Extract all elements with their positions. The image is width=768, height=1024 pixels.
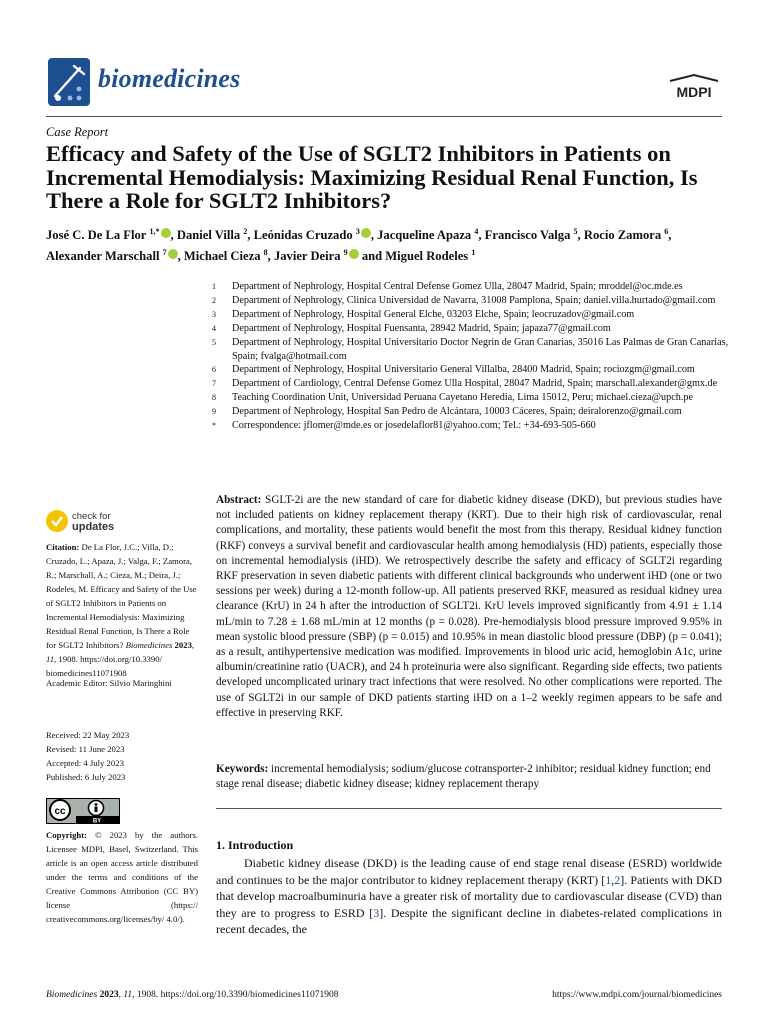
reference-link[interactable]: 1 [605, 872, 612, 887]
affiliation-text: Department of Nephrology, Hospital Central Defense Gomez Ulla, 28047 Madrid, Spain; mroddel@oc.mde.es [232, 281, 683, 292]
footer-volume: 11 [123, 990, 133, 1000]
author-affiliation-number: 1,* [149, 227, 160, 236]
abstract [216, 493, 722, 721]
affiliation-item [212, 322, 732, 336]
academic-editor: Academic Editor: Silvio Maringhini [46, 678, 172, 688]
affiliation-item [212, 294, 732, 308]
intro-text-1: Diabetic kidney disease (DKD) is the leading cause of end stage renal disease (ESRD) worldwide and continues to be the major contributor to kidney replacement therapy (KRT) [ [216, 856, 722, 887]
copyright-text: © 2023 by the authors. Licensee MDPI, Basel, Switzerland. This article is an open access article distributed under the terms and conditions of the Creative Commons Attribution (CC BY) license (https:// creativecommons.org/licenses/by/ 4.0/). [46, 830, 199, 924]
updates-label: updates [72, 521, 115, 533]
cc-by-license-icon[interactable] [46, 798, 120, 824]
article-type: Case Report [46, 125, 109, 139]
svg-text:cc: cc [54, 806, 66, 817]
author-separator: , [170, 228, 177, 243]
affiliation-text: Department of Nephrology, Hospital San Pedro de Alcántara, 10003 Cáceres, Spain; deiralorenzo@gmail.com [232, 406, 682, 418]
orcid-icon[interactable] [161, 228, 171, 238]
orcid-icon[interactable] [349, 249, 359, 259]
header-rule [46, 116, 722, 117]
author-name: Francisco Valga [484, 228, 571, 243]
author-name: Michael Cieza [183, 249, 261, 264]
orcid-icon[interactable] [361, 228, 371, 238]
copyright-label: Copyright: [46, 830, 88, 840]
author-name: Miguel Rodeles [385, 249, 469, 264]
introduction-paragraph [216, 855, 722, 938]
author-affiliation-number: 5 [573, 227, 578, 236]
affiliation-text: Teaching Coordination Unit, Universidad Peruana Cayetano Heredia, Lima 15012, Peru; michael.cieza@upch.pe [232, 392, 694, 404]
affiliation-item [212, 405, 732, 419]
affiliation-item [212, 336, 732, 364]
author-affiliation-number: 3 [355, 227, 360, 236]
check-for-label: check for [72, 511, 111, 522]
check-for-updates-icon [46, 510, 68, 532]
biomedicines-logo-icon [46, 56, 92, 108]
author-name: Jacqueline Apaza [377, 228, 472, 243]
affiliation-text: Department of Nephrology, Hospital Fuensanta, 28942 Madrid, Spain; japaza77@gmail.com [232, 322, 611, 334]
author-name: Daniel Villa [176, 228, 241, 243]
affiliation-text: Department of Nephrology, Clinica Universidad de Navarra, 31008 Pamplona, Spain; daniel.villa.hurtado@gmail.com [232, 294, 716, 306]
author-affiliation-number: 7 [162, 248, 167, 258]
affiliation-number: 6 [212, 365, 216, 375]
check-for-updates-badge[interactable] [46, 510, 156, 536]
author-separator: , [577, 228, 584, 243]
keywords-label: Keywords: [216, 763, 269, 775]
author-separator: , [370, 228, 378, 243]
citation-volume: 11 [46, 654, 55, 664]
author-separator: , [478, 228, 485, 243]
author-name: José C. De La Flor [46, 228, 147, 243]
affiliation-text: Department of Nephrology, Hospital General Elche, 03203 Elche, Spain; leocruzadov@gmail.com [232, 308, 635, 320]
affiliation-list [212, 280, 732, 433]
affiliation-text: Department of Nephrology, Hospital Universitario General Villalba, 28400 Madrid, Spain; rociozgm@gmail.com [232, 364, 695, 376]
keywords-text: incremental hemodialysis; sodium/glucose cotransporter-2 inhibitor; residual kidney function; end stage renal disease; diabetic kidney disease; kidney replacement therapy [216, 763, 711, 791]
journal-name[interactable]: biomedicines [98, 64, 241, 93]
affiliation-number: 2 [212, 295, 216, 305]
author-name: Javier Deira [273, 249, 341, 264]
reference-link[interactable]: 3 [373, 905, 380, 920]
citation-block: Citation: De La Flor, J.C.; Villa, D.; Cruzado, L.; Apaza, J.; Valga, F.; Zamora, R.; Marschall, A.; Cieza, M.; Deira, J.; Rodeles, M. Efficacy and Safety of the Use of SGLT2 Inhibitors in Patients on Incremental Hemodialysis: Maximizing Residual Renal Function, Is There a Role for SGLT2 Inhibitors? Biomedicines 2023, 11, 1908. https://doi.org/10.3390/ biomedicines11071908 [46, 542, 197, 678]
accepted-date: Accepted: 4 July 2023 [46, 758, 124, 768]
affiliation-item [212, 391, 732, 405]
citation-journal: Biomedicines [125, 640, 173, 650]
affiliation-number: 3 [212, 309, 216, 319]
author-affiliation-number: 6 [664, 227, 669, 236]
citation-doi[interactable]: , 1908. https://doi.org/10.3390/ biomedicines11071908 [46, 654, 163, 678]
affiliation-number: * [212, 421, 216, 431]
author-name: Alexander Marschall [46, 249, 160, 264]
abstract-label: Abstract: [216, 494, 262, 506]
citation-year: 2023 [174, 640, 192, 650]
affiliation-text: Department of Nephrology, Hospital Universitario Doctor Negrin de Gran Canarias, 35016 Las Palmas de Gran Canarias, Spain; fvalga@hotmail.com [232, 336, 729, 362]
author-separator: , [247, 228, 254, 243]
footer-citation: Biomedicines 2023, 11, 1908. https://doi.org/10.3390/biomedicines11071908 [46, 990, 339, 1000]
author-affiliation-number: 9 [343, 248, 348, 258]
intro-text-2: , [611, 872, 615, 887]
author-separator: , [267, 249, 274, 264]
affiliation-item [212, 363, 732, 377]
citation-label: Citation: [46, 542, 80, 552]
cc-by-label: BY [92, 818, 102, 824]
author-separator: and [358, 249, 386, 264]
author-name: Leónidas Cruzado [253, 228, 353, 243]
author-list [46, 223, 736, 265]
author-affiliation-number: 1 [471, 248, 476, 258]
affiliation-item [212, 419, 732, 433]
affiliation-item [212, 308, 732, 322]
footer-journal: Biomedicines [46, 990, 98, 1000]
keywords-rule [216, 808, 722, 809]
author-separator: , [668, 228, 672, 243]
intro-text-3: ]. Patients with DKD that develop macroalbuminuria have a greater risk of mortality due to cardiovascular disease (CVD) than they are to progress to ESRD [ [216, 872, 722, 920]
affiliation-number: 8 [212, 393, 216, 403]
affiliation-number: 5 [212, 337, 216, 347]
affiliation-text: Correspondence: jflomer@mde.es or josedelaflor81@yahoo.com; Tel.: +34-693-505-660 [232, 420, 596, 432]
author-affiliation-number: 8 [263, 248, 268, 258]
affiliation-number: 7 [212, 379, 216, 389]
affiliation-item [212, 280, 732, 294]
affiliation-item [212, 377, 732, 391]
published-date: Published: 6 July 2023 [46, 772, 126, 782]
mdpi-logo-icon[interactable] [664, 73, 724, 103]
mdpi-logo-text: MDPI [676, 84, 712, 100]
author-name: Rocío Zamora [583, 228, 662, 243]
author-affiliation-number: 4 [474, 227, 479, 236]
affiliation-text: Department of Cardiology, Central Defense Gomez Ulla Hospital, 28047 Madrid, Spain; marschall.alexander@gmx.de [232, 378, 718, 390]
abstract-text: SGLT-2i are the new standard of care for diabetic kidney disease (DKD), but previous studies have not included patients on kidney replacement therapy (KRT). Due to their high risk of cardiovascular, renal complications, and mortality, these patients would benefit the most from this therapy. Residual kidney function (RKF) conveys a survival benefit and cardiovascular health among hemodialysis (HD) patients, especially those on incremental hemodialysis (iHD). We retrospectively describe the safety and efficacy of SGLT2i regarding RKF preservation in seven diabetic patients with different clinical backgrounds who underwent iHD (one or two sessions per week) during a 12-month follow-up. All patients preserved RKF, measured as residual kidney urea clearance (KrU) in 24 h after the introduction of SGLT2i. KrU levels improved significantly from 4.91 ± 1.14 mL/min to 7.28 ± 1.68 mL/min at 12 months (p = 0.028). Pre-hemodialysis blood pressure improved 9.95% in mean systolic blood pressure (SBP) (p = 0.015) and 10.95% in mean diastolic blood pressure (DBP) (p = 0.041); as a result, antihypertensive medication was modified. Improvements in blood uric acid, hemoglobin A1c, urine albumin/creatinine ratio (UACR), and 24 h proteinuria were also significant. Regarding side effects, two patients developed uncomplicated urinary tract infections that were resolved. No other complications were reported. The use of SGLT2i in our sample of DKD patients starting iHD on a 1–2 weekly regimen appears to be safe and effective in preserving RKF. [216, 494, 723, 719]
affiliation-number: 4 [212, 323, 216, 333]
footer-doi-link[interactable]: , 1908. https://doi.org/10.3390/biomedicines11071908 [132, 990, 339, 1000]
author-affiliation-number: 2 [243, 227, 248, 236]
affiliation-number: 1 [212, 282, 216, 291]
received-date: Received: 22 May 2023 [46, 730, 130, 740]
footer-year: 2023 [99, 990, 119, 1000]
orcid-icon[interactable] [168, 249, 178, 259]
keywords [216, 762, 722, 792]
author-separator: , [177, 249, 184, 264]
section-heading-introduction: 1. Introduction [216, 838, 294, 852]
footer-journal-url[interactable]: https://www.mdpi.com/journal/biomedicines [552, 990, 722, 1000]
intro-text-4: ]. Despite the significant decline in diabetes-related complications in recent decades, the [216, 905, 722, 936]
article-title: Efficacy and Safety of the Use of SGLT2 Inhibitors in Patients on Incremental Hemodialysis: Maximizing Residual Renal Function, Is There a Role for SGLT2 Inhibitors? [46, 141, 698, 213]
affiliation-number: 9 [212, 407, 216, 417]
copyright-block [46, 828, 198, 926]
citation-text: De La Flor, J.C.; Villa, D.; Cruzado, L.; Apaza, J.; Valga, F.; Zamora, R.; Marschall, A.; Cieza, M.; Deira, J.; Rodeles, M. Efficacy and Safety of the Use of SGLT2 Inhibitors in Patients on Incremental Hemodialysis: Maximizing Residual Renal Function, Is There a Role for SGLT2 Inhibitors? [46, 542, 197, 650]
revised-date: Revised: 11 June 2023 [46, 744, 125, 754]
date-block [46, 728, 129, 784]
reference-link[interactable]: 2 [614, 872, 621, 887]
